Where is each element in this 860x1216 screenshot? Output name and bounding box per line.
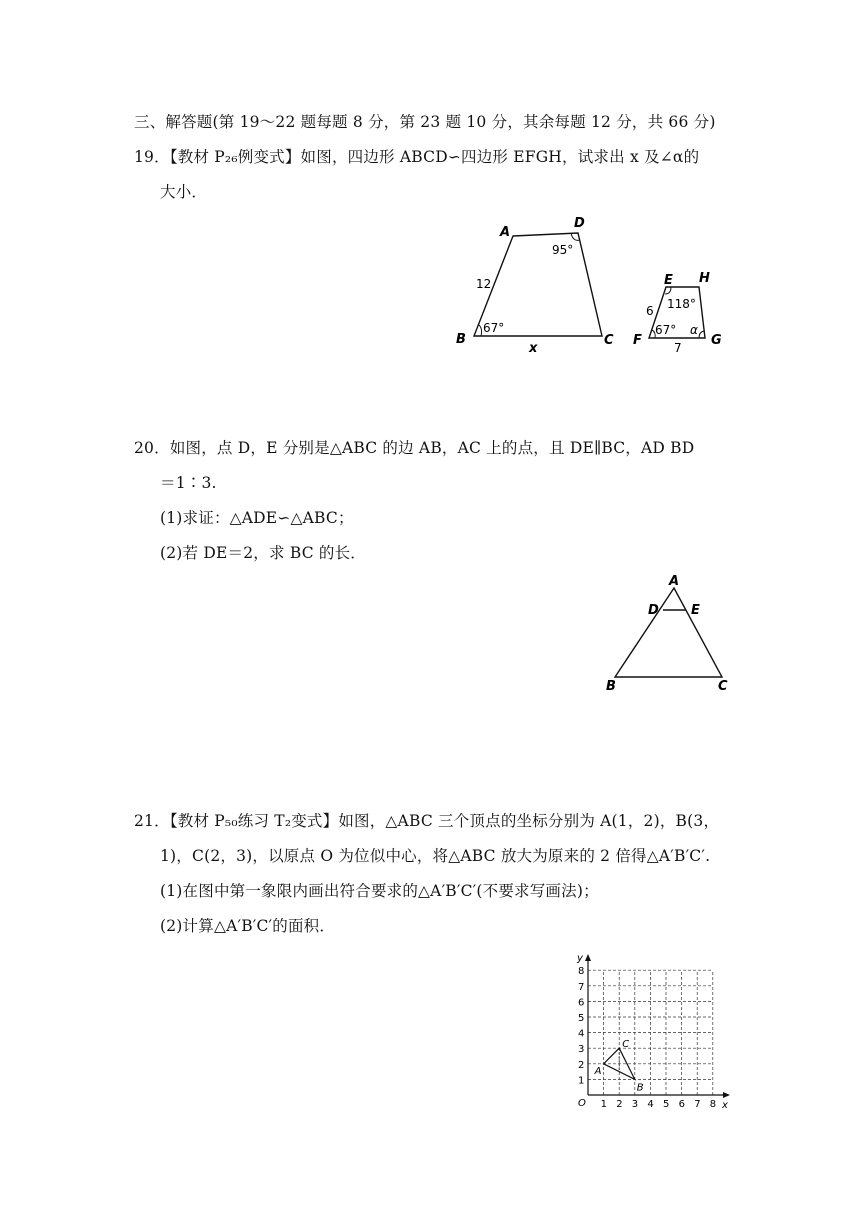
label-ef-length: 6 <box>646 304 654 318</box>
y-tick-label: 3 <box>578 1044 585 1056</box>
label-fg-length: 7 <box>674 341 682 355</box>
label-bc-length: x <box>529 341 538 356</box>
y-tick-label: 8 <box>578 966 585 978</box>
q21-text-line2: 1)，C(2，3)，以原点 O 为位似中心，将△ABC 放大为原来的 2 倍得△A′B′C′. <box>160 847 711 865</box>
x-tick-label: 6 <box>678 1099 685 1110</box>
label-b: B <box>606 679 616 694</box>
label-angle-b: 67° <box>483 321 505 335</box>
label-a: A <box>500 225 511 240</box>
x-tick-label: 5 <box>663 1099 670 1110</box>
angle-mark-g <box>699 331 704 338</box>
q20-part1: (1)求证：△ADE∽△ABC； <box>160 509 354 527</box>
x-tick-label: 7 <box>694 1099 701 1110</box>
point-b-label: B <box>636 1082 644 1094</box>
x-tick-label: 1 <box>600 1099 607 1110</box>
q20-text-line1: 20．如图，点 D，E 分别是△ABC 的边 AB，AC 上的点，且 DE∥BC，AD BD <box>134 439 695 457</box>
label-b: B <box>456 332 466 347</box>
y-axis-arrow <box>585 954 591 961</box>
label-e: E <box>691 603 700 618</box>
label-g: G <box>711 333 722 348</box>
q21-coordinate-grid <box>570 950 740 1115</box>
y-tick-labels <box>578 966 584 1086</box>
q21-part2: (2)计算△A′B′C′的面积． <box>160 917 336 935</box>
y-tick-label: 2 <box>578 1059 585 1071</box>
y-axis-label: y <box>577 953 583 964</box>
label-f: F <box>633 333 642 348</box>
q20-text-line2: ＝1∶3. <box>160 474 217 492</box>
q21-text-line1: 21．【教材 P₅₀练习 T₂变式】如图，△ABC 三个顶点的坐标分别为 A(1，2)，B(3， <box>134 812 720 830</box>
triangle-abc <box>615 588 722 677</box>
point-a-label: A <box>594 1065 602 1077</box>
q21-part1: (1)在图中第一象限内画出符合要求的△A′B′C′(不要求写画法)； <box>160 882 599 900</box>
label-angle-d: 95° <box>552 243 574 257</box>
label-angle-e: 118° <box>667 297 696 311</box>
q19-text-line1: 19．【教材 P₂₆例变式】如图，四边形 ABCD∽四边形 EFGH，试求出 x 及∠α的 <box>134 148 700 166</box>
label-angle-g: α <box>690 323 698 337</box>
x-axis-arrow <box>723 1092 730 1098</box>
x-tick-labels <box>601 1099 717 1110</box>
section-heading: 三、解答题(第 19～22 题每题 8 分，第 23 题 10 分，其余每题 12 分，共 66 分) <box>134 113 716 131</box>
label-c: C <box>604 333 614 348</box>
grid-lines <box>588 970 713 1095</box>
x-tick-label: 2 <box>616 1099 623 1110</box>
x-tick-label: 4 <box>647 1099 654 1110</box>
label-d: D <box>648 603 659 618</box>
label-ab-length: 12 <box>476 277 492 291</box>
label-c: C <box>718 679 728 694</box>
label-angle-f: 67° <box>655 323 677 337</box>
y-tick-label: 5 <box>578 1013 585 1024</box>
y-tick-label: 6 <box>578 997 585 1009</box>
q20-part2: (2)若 DE＝2，求 BC 的长． <box>160 544 366 562</box>
y-tick-label: 4 <box>578 1028 585 1040</box>
point-c-label: C <box>622 1039 630 1051</box>
x-axis-label: x <box>722 1100 728 1111</box>
y-tick-label: 7 <box>578 981 585 993</box>
y-tick-label: 1 <box>578 1075 585 1087</box>
q19-text-line2: 大小． <box>160 183 208 201</box>
q20-figure <box>600 572 740 697</box>
q19-figure <box>440 210 740 360</box>
label-h: H <box>699 271 710 286</box>
label-d: D <box>574 216 585 231</box>
label-e: E <box>664 273 673 288</box>
x-tick-label: 3 <box>631 1099 639 1110</box>
label-a: A <box>669 574 680 589</box>
origin-label: O <box>578 1098 586 1109</box>
x-tick-label: 8 <box>709 1099 717 1110</box>
